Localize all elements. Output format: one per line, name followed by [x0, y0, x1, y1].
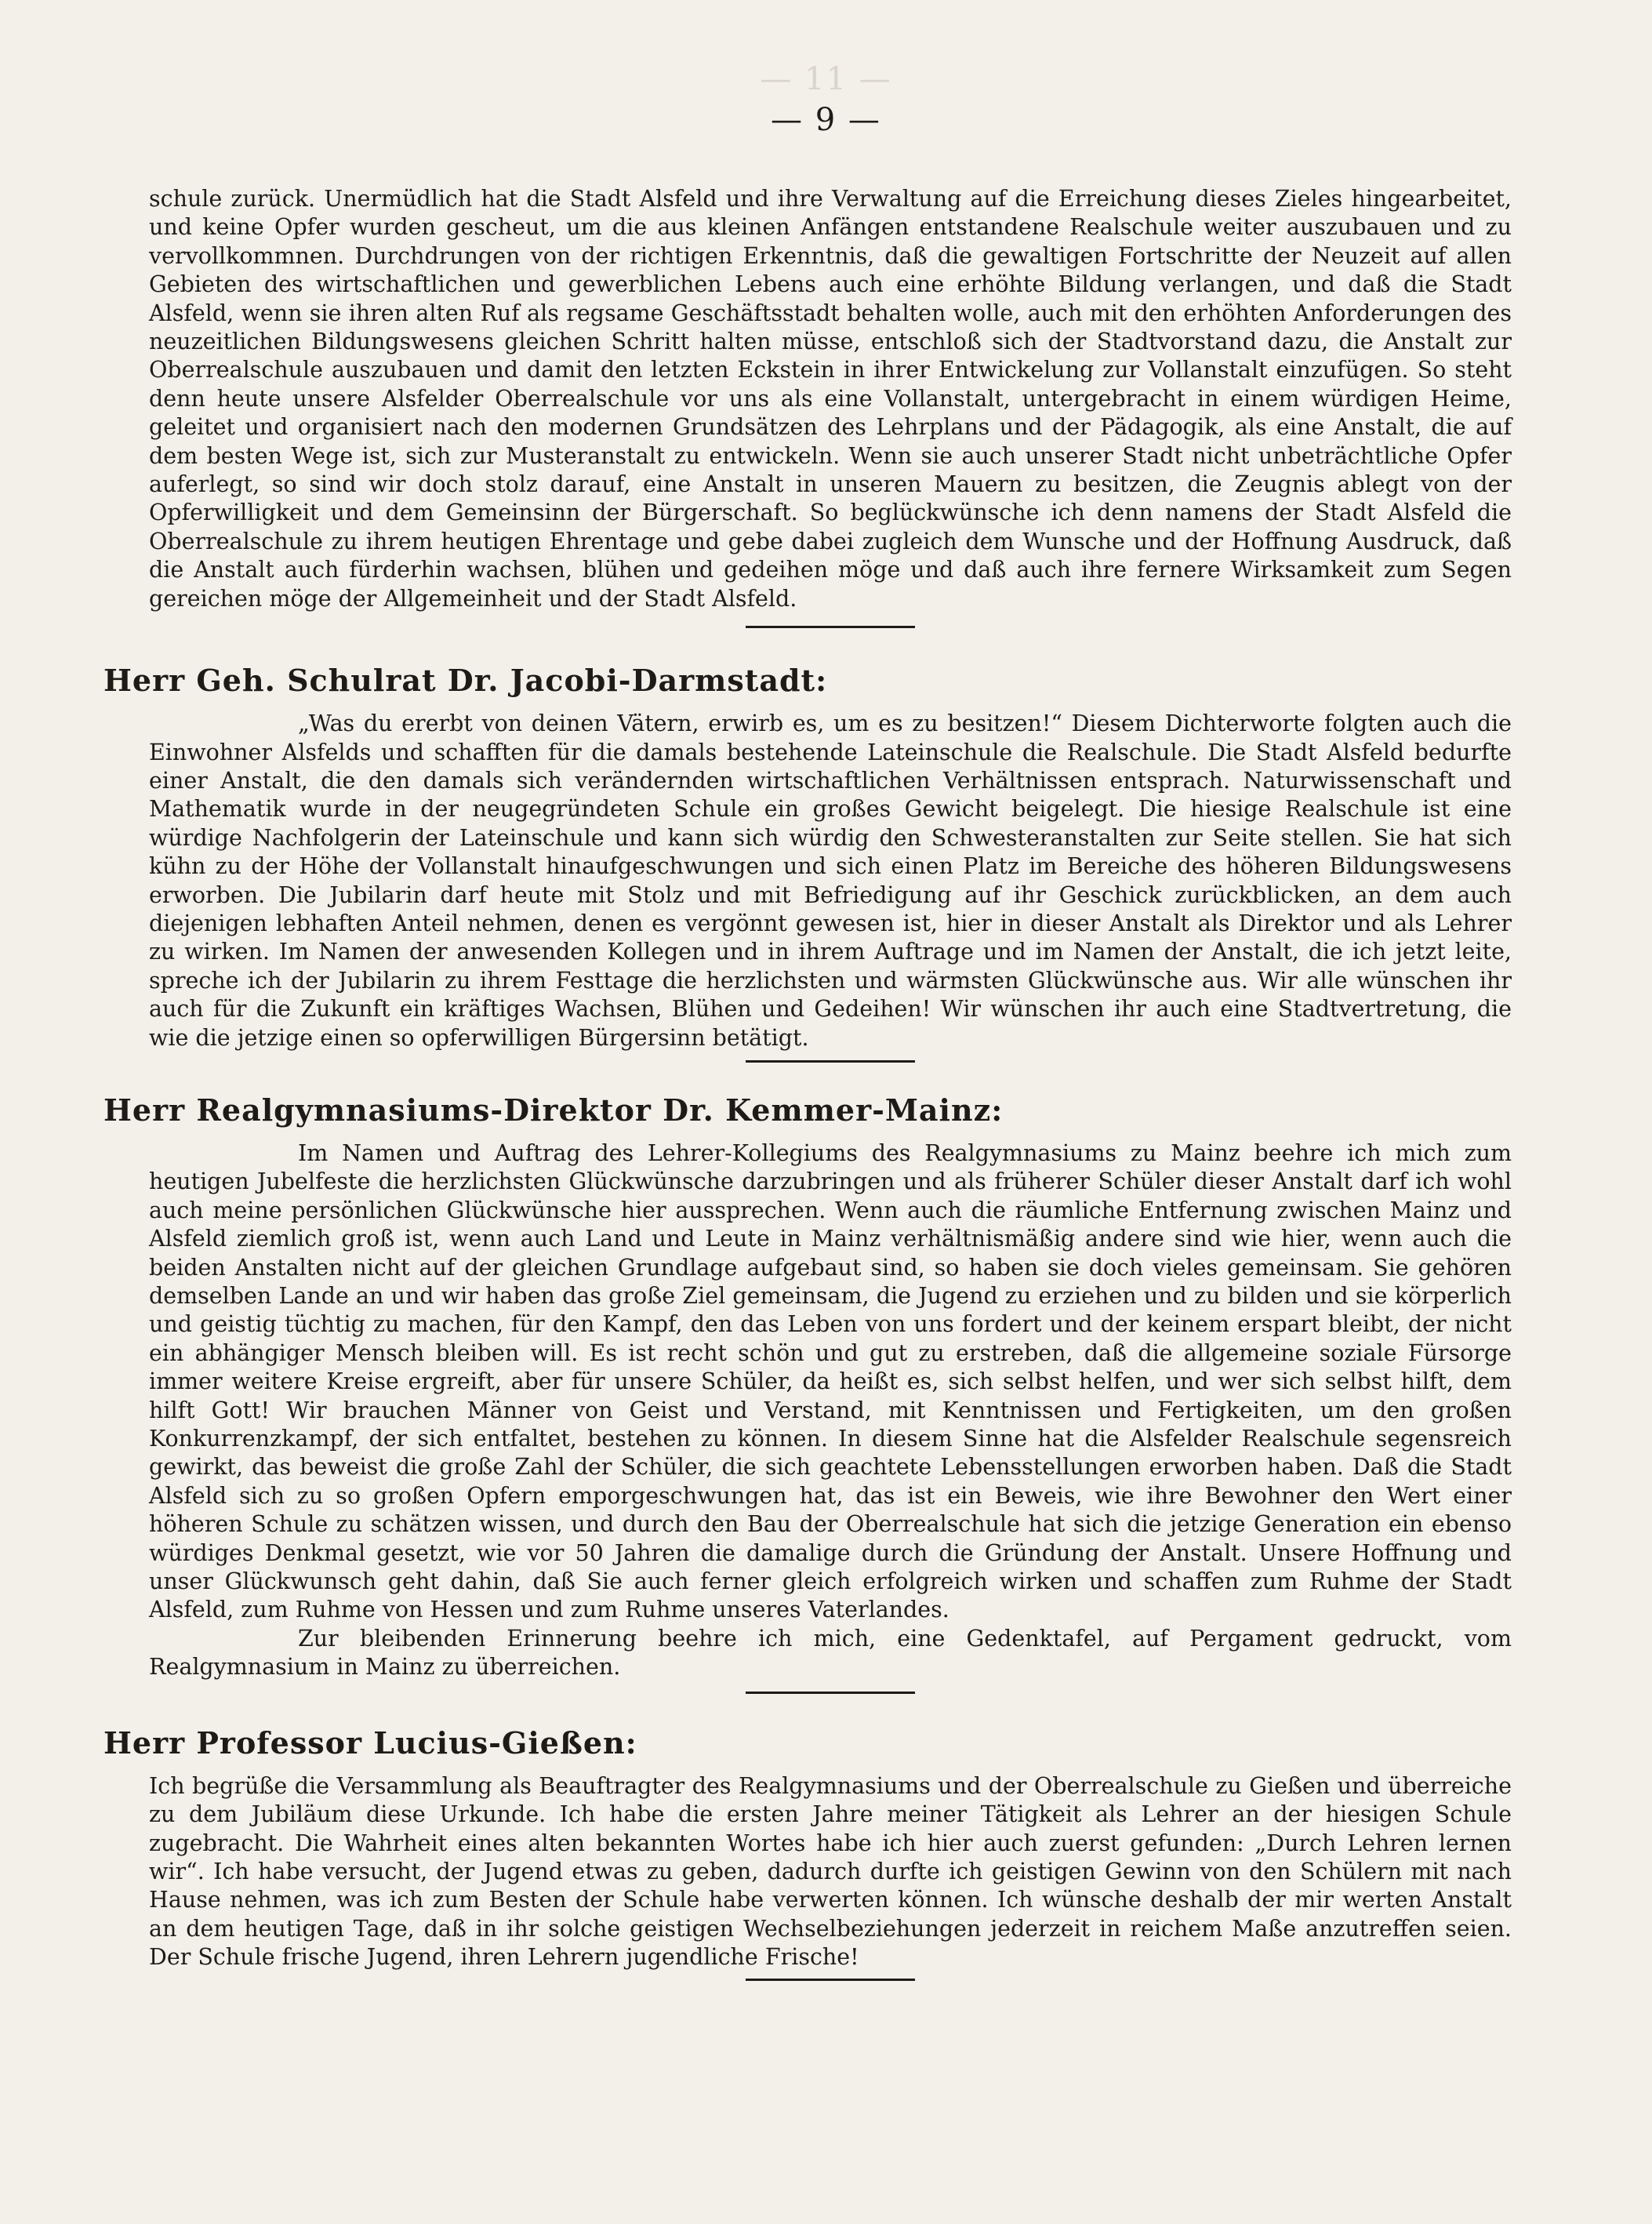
body-paragraph-lucius: Ich begrüße die Versammlung als Beauftragter des Realgymnasiums und der Oberrealschule zu Gießen und überreiche zu dem Jubiläum diese Urkunde. Ich habe die ersten Jahre meiner Tätigkeit als Lehrer an der hiesigen Schule zugebracht. Die Wahrheit eines alten bekannten Wortes habe ich hier auch zuerst gefunden: „Durch Lehren lernen wir“. Ich habe versucht, der Jugend etwas zu geben, dadurch durfte ich geistigen Gewinn von den Schülern mit nach Hause nehmen, was ich zum Besten der Schule habe verwerten können. Ich wünsche deshalb der mir werten Anstalt an dem heutigen Tage, daß in ihr solche geistigen Wechselbeziehungen jederzeit in reichem Maße anzutreffen seien. Der Schule frische Jugend, ihren Lehrern jugendliche Frische! — [149, 1772, 1512, 1971]
speaker-heading-lucius: Herr Professor Lucius-Gießen: — [103, 1724, 637, 1761]
speaker-heading-kemmer: Herr Realgymnasiums-Direktor Dr. Kemmer-Mainz: — [103, 1092, 1004, 1128]
section-divider — [746, 626, 915, 628]
bleed-through-page-number: — 11 — — [760, 61, 892, 97]
body-paragraph-stadt-alsfeld: schule zurück. Unermüdlich hat die Stadt Alsfeld und ihre Verwaltung auf die Erreichung dieses Zieles hingearbeitet, und keine Opfer wurden gescheut, um die aus kleinen Anfängen entstandene Realschule weiter auszubauen und zu vervollkommnen. Durchdrungen von der richtigen Erkenntnis, daß die gewaltigen Fortschritte der Neuzeit auf allen Gebieten des wirtschaftlichen und gewerblichen Lebens auch eine erhöhte Bildung verlangen, und daß die Stadt Alsfeld, wenn sie ihren alten Ruf als regsame Geschäftsstadt behalten wolle, auch mit den erhöhten Anforderungen des neuzeitlichen Bildungswesens gleichen Schritt halten müsse, entschloß sich der Stadtvorstand dazu, die Anstalt zur Oberrealschule auszubauen und damit den letzten Eckstein in ihrer Entwickelung zur Vollanstalt einzufügen. So steht denn heute unsere Alsfelder Oberrealschule vor uns als eine Vollanstalt, untergebracht in einem würdigen Heime, geleitet und organisiert nach den modernen Grundsätzen des Lehrplans und der Pädagogik, als eine Anstalt, die auf dem besten Wege ist, sich zur Musteranstalt zu entwickeln. Wenn sie auch unserer Stadt nicht unbeträchtliche Opfer auferlegt, so sind wir doch stolz darauf, eine Anstalt in unseren Mauern zu besitzen, die Zeugnis ablegt von der Opferwilligkeit und dem Gemeinsinn der Bürgerschaft. So beglückwünsche ich denn namens der Stadt Alsfeld die Oberrealschule zu ihrem heutigen Ehrentage und gebe dabei zugleich dem Wunsche und der Hoffnung Ausdruck, daß die Anstalt auch fürderhin wachsen, blühen und gedeihen möge und daß auch ihre fernere Wirksamkeit zum Segen gereichen möge der Allgemeinheit und der Stadt Alsfeld. — [149, 186, 1512, 612]
body-paragraph-kemmer: Im Namen und Auftrag des Lehrer-Kollegiums des Realgymnasiums zu Mainz beehre ich mich zum heutigen Jubelfeste die herzlichsten Glückwünsche darzubringen und als früherer Schüler dieser Anstalt darf ich wohl auch meine persönlichen Glückwünsche hier aussprechen. Wenn auch die räumliche Entfernung zwischen Mainz und Alsfeld ziemlich groß ist, wenn auch Land und Leute in Mainz verhältnismäßig andere sind wie hier, wenn auch die beiden Anstalten nicht auf der gleichen Grundlage aufgebaut sind, so haben sie doch vieles gemeinsam. Sie gehören demselben Lande an und wir haben das große Ziel gemeinsam, die Jugend zu erziehen und zu bilden und sie körperlich und geistig tüchtig zu machen, für den Kampf, den das Leben von uns fordert und der keinem erspart bleibt, der nicht ein abhängiger Mensch bleiben will. Es ist recht schön und gut zu erstreben, daß die allgemeine soziale Fürsorge immer weitere Kreise ergreift, aber für unsere Schüler, da heißt es, sich selbst helfen, und wer sich selbst hilft, dem hilft Gott! Wir brauchen Männer von Geist und Verstand, mit Kenntnissen und Fertigkeiten, um den großen Konkurrenzkampf, der sich entfaltet, bestehen zu können. In diesem Sinne hat die Alsfelder Realschule segensreich gewirkt, das beweist die große Zahl der Schüler, die sich geachtete Lebensstellungen erworben haben. Daß die Stadt Alsfeld sich zu so großen Opfern emporgeschwungen hat, das ist ein Beweis, wie ihre Bewohner den Wert einer höheren Schule zu schätzen wissen, und durch den Bau der Oberrealschule hat sich die jetzige Generation ein ebenso würdiges Denkmal gesetzt, wie vor 50 Jahren die damalige durch die Gründung der Anstalt. Unsere Hoffnung und unser Glückwunsch geht dahin, daß Sie auch ferner gleich erfolgreich wirken und schaffen zum Ruhme der Stadt Alsfeld, zum Ruhme von Hessen und zum Ruhme unseres Vaterlandes. — [149, 1139, 1512, 1623]
section-divider — [746, 1060, 915, 1063]
section-divider — [746, 1692, 915, 1694]
page-body — [103, 185, 1512, 1981]
body-paragraph-jacobi: „Was du ererbt von deinen Vätern, erwirb es, um es zu besitzen!“ Diesem Dichterworte folgten auch die Einwohner Alsfelds und schafften für die damals bestehende Lateinschule die Realschule. Die Stadt Alsfeld bedurfte einer Anstalt, die den damals sich verändernden wirtschaftlichen Verhältnissen entsprach. Naturwissenschaft und Mathematik wurde in der neugegründeten Schule ein großes Gewicht beigelegt. Die hiesige Realschule ist eine würdige Nachfolgerin der Lateinschule und kann sich würdig den Schwesteranstalten zur Seite stellen. Sie hat sich kühn zu der Höhe der Vollanstalt hinaufgeschwungen und sich einen Platz im Bereiche des höheren Bildungswesens erworben. Die Jubilarin darf heute mit Stolz und mit Befriedigung auf ihr Geschick zurückblicken, an dem auch diejenigen lebhaften Anteil nehmen, denen es vergönnt gewesen ist, hier in dieser Anstalt als Direktor und als Lehrer zu wirken. Im Namen der anwesenden Kollegen und in ihrem Auftrage und im Namen der Anstalt, die ich jetzt leite, spreche ich der Jubilarin zu ihrem Festtage die herzlichsten und wärmsten Glückwünsche aus. Wir alle wünschen ihr auch für die Zukunft ein kräftiges Wachsen, Blühen und Gedeihen! Wir wünschen ihr auch eine Stadtvertretung, die wie die jetzige einen so opferwilligen Bürgersinn betätigt. — [149, 710, 1512, 1051]
speaker-heading-jacobi: Herr Geh. Schulrat Dr. Jacobi-Darmstadt: — [103, 663, 828, 699]
section-divider — [746, 1979, 915, 1981]
body-paragraph-kemmer-gedenktafel: Zur bleibenden Erinnerung beehre ich mich, eine Gedenktafel, auf Pergament gedruckt, vom Realgymnasium in Mainz zu überreichen. — [149, 1625, 1512, 1681]
page-number: — 9 — — [771, 102, 881, 138]
